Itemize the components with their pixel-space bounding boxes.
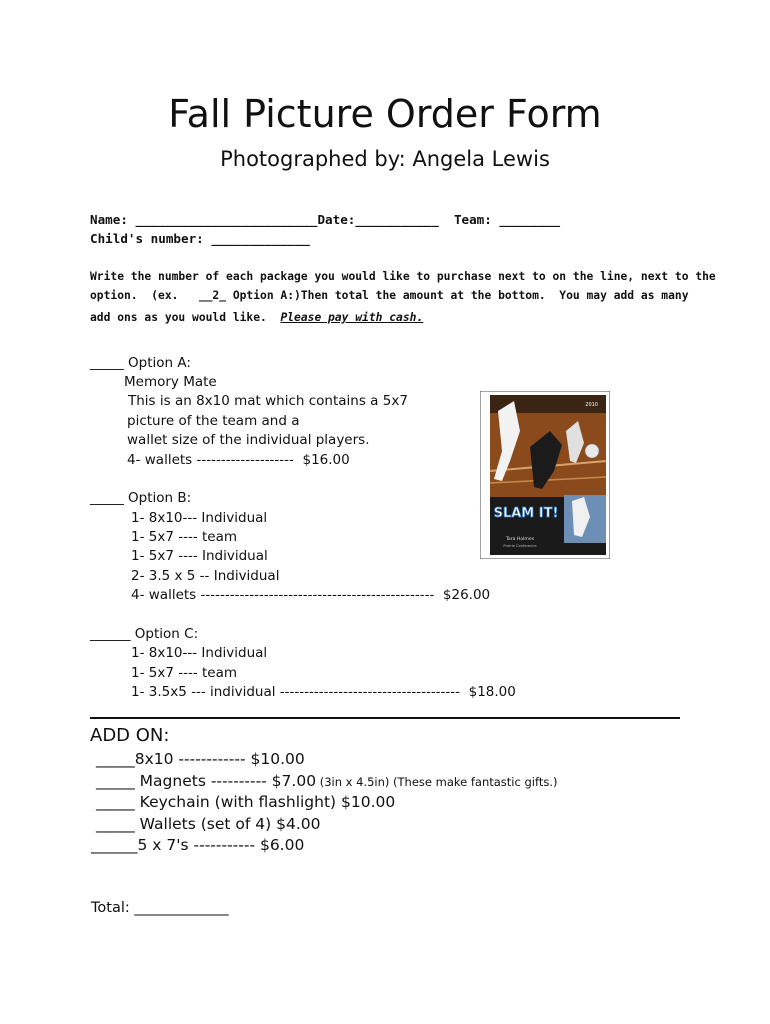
magnet-size-note: (3in x 4.5in) (These make fantastic gifts.)	[316, 775, 558, 789]
instructions-line-2: option. (ex. __2_ Option A:)Then total the amount at the bottom. You may add as many	[90, 289, 689, 302]
add-on-item-magnets	[96, 772, 557, 790]
add-on-item: _____8x10 ------------ $10.00	[96, 750, 305, 768]
option-a-price-line: 4- wallets -------------------- $16.00	[127, 452, 350, 468]
option-a-line: picture of the team and a	[127, 413, 300, 429]
photo-sub-caption: Prairie Conference	[503, 544, 537, 548]
child-number-line: Child's number: _____________	[90, 231, 310, 246]
option-b-line: 2- 3.5 x 5 -- Individual	[131, 568, 280, 584]
memory-mate-sample-photo	[480, 391, 610, 559]
name-date-team-line: Name: ________________________Date:___________ Team: ________	[90, 212, 561, 227]
photographer-subtitle: Photographed by: Angela Lewis	[220, 147, 550, 171]
add-on-heading: ADD ON:	[90, 725, 170, 746]
add-on-item: _____ Wallets (set of 4) $4.00	[96, 815, 321, 833]
pay-with-cash-note: Please pay with cash.	[280, 311, 424, 324]
option-c-line: 1- 8x10--- Individual	[131, 645, 268, 661]
option-c-header: ______ Option C:	[90, 626, 199, 642]
instructions-line-1: Write the number of each package you would like to purchase next to on the line, next to the	[90, 270, 716, 283]
option-c-line: 1- 5x7 ---- team	[131, 665, 238, 681]
add-on-item: _____ Keychain (with flashlight) $10.00	[96, 793, 396, 811]
option-a-line: Memory Mate	[124, 374, 217, 390]
option-a-line: This is an 8x10 mat which contains a 5x7	[128, 393, 408, 409]
page-title: Fall Picture Order Form	[168, 92, 602, 136]
instructions-line-3	[90, 311, 423, 324]
section-divider	[90, 717, 680, 719]
add-on-item-label: _____ Magnets ---------- $7.00	[96, 772, 317, 790]
option-b-header: _____ Option B:	[90, 490, 192, 506]
photo-banner-text: SLAM IT!	[493, 506, 559, 521]
option-b-line: 1- 5x7 ---- Individual	[131, 548, 268, 564]
option-c-price-line: 1- 3.5x5 --- individual ------------------------------------- $18.00	[131, 684, 516, 700]
instructions-line-3-prefix: add ons as you would like.	[90, 311, 281, 324]
option-a-header: _____ Option A:	[90, 355, 191, 371]
total-line: Total: _____________	[91, 900, 229, 916]
option-b-line: 1- 5x7 ---- team	[131, 529, 238, 545]
option-a-line: wallet size of the individual players.	[127, 432, 370, 448]
option-b-line: 1- 8x10--- Individual	[131, 510, 268, 526]
photo-corner-label: 2010	[585, 402, 598, 408]
photo-name-caption: Tara Holmes	[505, 537, 535, 542]
option-b-price-line: 4- wallets ------------------------------------------------ $26.00	[131, 587, 491, 603]
add-on-item: ______5 x 7's ----------- $6.00	[91, 836, 305, 854]
